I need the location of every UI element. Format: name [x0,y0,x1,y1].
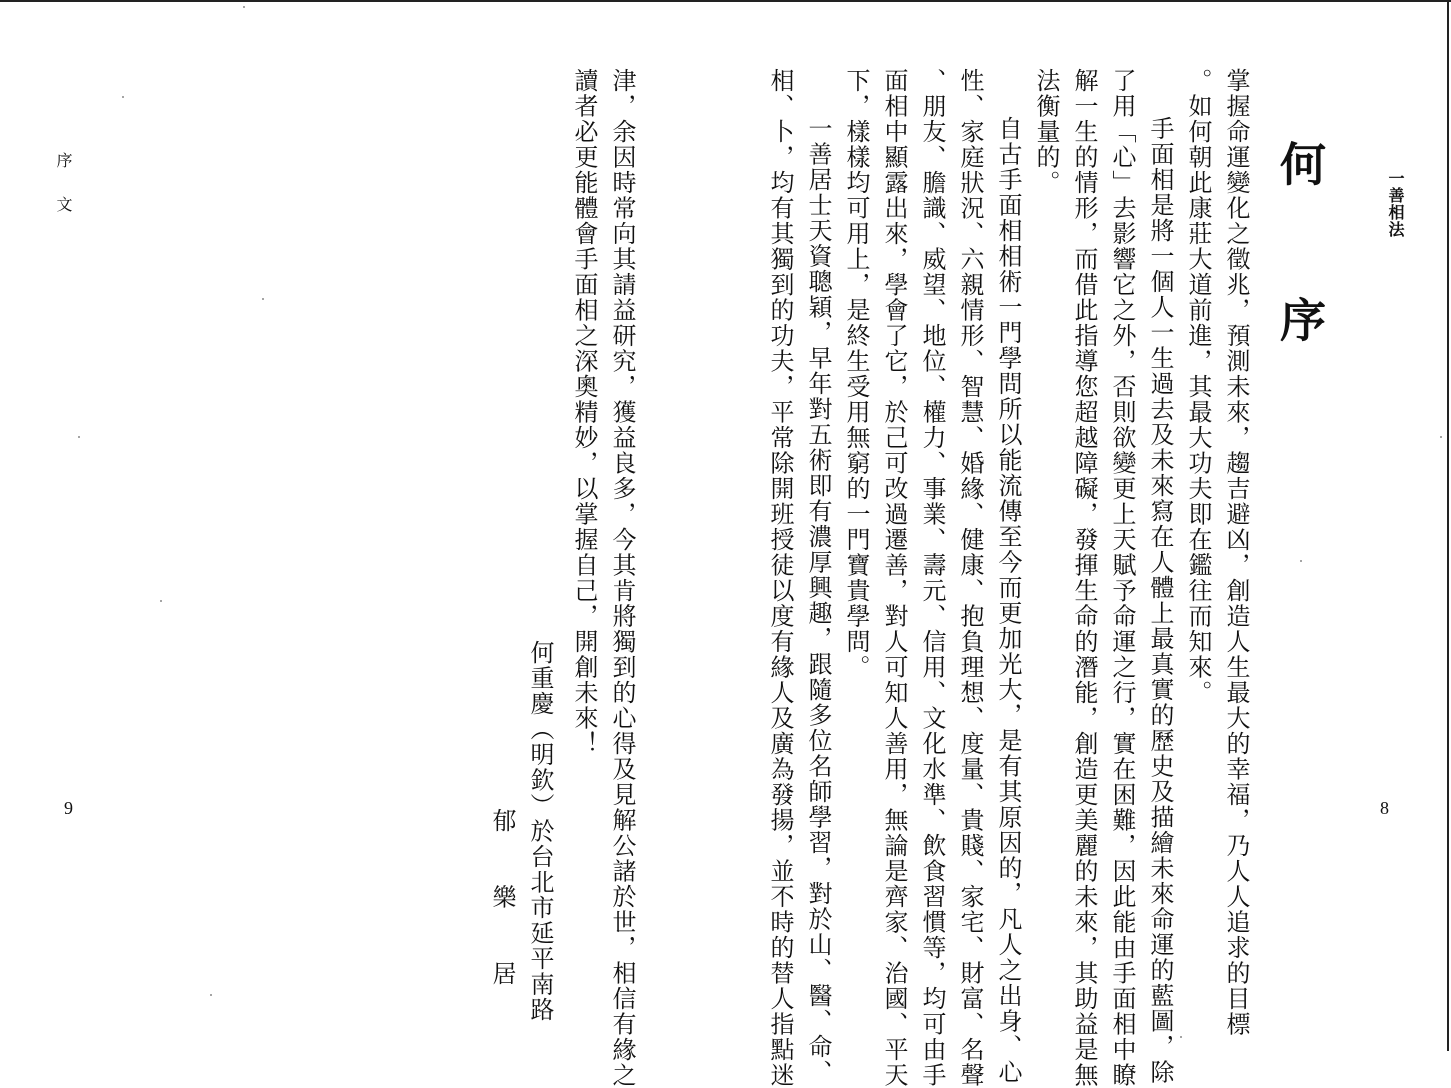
text-column: 性、家庭狀況、六親情形、智慧、婚緣、健康、抱負理想、度量、貴賤、家宅、財富、名聲 [956,68,984,1088]
text-column: 手面相是將一個人一生過去及未來寫在人體上最真實的歷史及描繪未來命運的藍圖，除 [1146,116,1174,1085]
scan-speck [1180,1036,1182,1038]
text-column: 了用「心」去影響它之外，否則欲變更上天賦予命運之行，實在困難，因此能由手面相中瞭 [1108,68,1136,1088]
signature-line: 何重慶（明欽）於台北市延平南路 [526,640,554,1023]
text-column: 下，樣樣均可用上，是終生受用無窮的一門寶貴學問。 [842,68,870,680]
top-border [0,0,1451,2]
right-border [1447,0,1449,1051]
preface-heading: 何序 [1273,140,1327,452]
signature-name: 郁 樂 居 [488,808,516,987]
page-number-right: 8 [1380,798,1389,818]
scan-speck [210,994,212,996]
text-column: 。如何朝此康莊大道前進，其最大功夫即在鑑往而知來。 [1184,68,1212,706]
scan-speck [122,96,124,98]
text-column: 津，余因時常向其請益研究，獲益良多，今其肯將獨到的心得及見解公諸於世，相信有緣之 [608,68,636,1088]
text-column: 面相中顯露出來，學會了它，於己可改過遷善，對人可知人善用，無論是齊家、治國、平天 [880,68,908,1088]
book-title-header: 一善相法 [1386,170,1405,238]
scan-speck [262,298,264,300]
scan-speck [243,6,245,8]
text-column: 解一生的情形，而借此指導您超越障礙，發揮生命的潛能，創造更美麗的未來，其助益是無 [1070,68,1098,1088]
page-number-left: 9 [64,798,73,818]
scan-speck [1300,560,1302,562]
preface-body [195,68,1255,1088]
scan-speck [78,436,80,438]
text-column: 、朋友、膽識、威望、地位、權力、事業、壽元、信用、文化水準、飲食習慣等，均可由手 [918,68,946,1088]
scan-speck [1440,436,1442,438]
text-column: 掌握命運變化之徵兆，預測未來，趨吉避凶，創造人生最大的幸福，乃人人追求的目標 [1222,68,1250,1037]
scan-speck [160,600,162,602]
text-column: 自古手面相相術一門學問所以能流傳至今而更加光大，是有其原因的，凡人之出身、心 [994,116,1022,1085]
section-title-header: 序文 [54,152,73,240]
text-column: 一善居士天資聰穎，早年對五術即有濃厚興趣，跟隨多位名師學習，對於山、醫、命、 [804,116,832,1085]
gutter [641,68,761,1038]
text-column: 相、卜，均有其獨到的功夫，平常除開班授徒以度有緣人及廣為發揚，並不時的替人指點迷 [766,68,794,1088]
text-column: 法衡量的。 [1032,68,1060,196]
text-column: 讀者必更能體會手面相之深奧精妙，以掌握自己，開創未來！ [570,68,598,757]
